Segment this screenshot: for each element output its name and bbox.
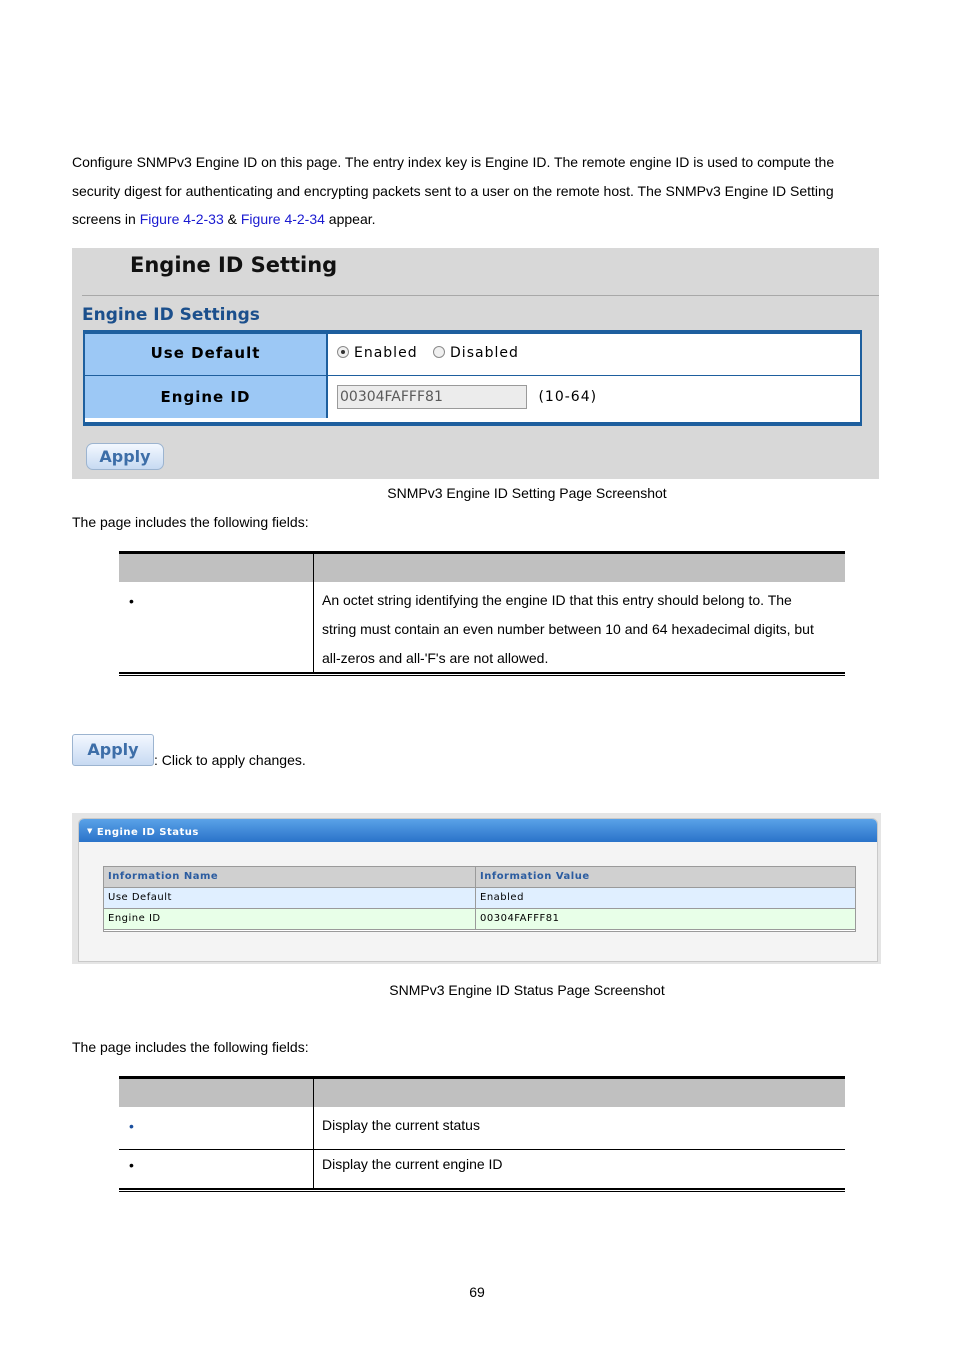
apply-button[interactable]: Apply	[86, 443, 164, 470]
use-default-row	[85, 334, 860, 376]
fields-intro-2: The page includes the following fields:	[72, 1039, 309, 1055]
status-panel	[78, 818, 878, 962]
caption-status: SNMPv3 Engine ID Status Page Screenshot	[389, 982, 665, 998]
divider	[82, 295, 879, 296]
table-header	[119, 551, 845, 582]
panel-title-bar[interactable]: ▼ Engine ID Status	[79, 819, 877, 842]
bullet: •	[129, 1118, 134, 1134]
engine-id-row	[85, 376, 860, 418]
page-number: 69	[469, 1284, 485, 1300]
enabled-radio[interactable]	[337, 346, 349, 358]
description-line: An octet string identifying the engine ID that this entry should belong to. The	[322, 592, 792, 608]
status-table	[103, 866, 856, 932]
use-default-label: Use Default	[85, 334, 328, 375]
apply-note-text: : Click to apply changes.	[154, 752, 306, 768]
figure-link-4-2-34[interactable]: Figure 4-2-34	[240, 211, 325, 227]
range-hint: (10-64)	[538, 389, 598, 405]
settings-table	[83, 330, 862, 426]
description-line: all-zeros and all-'F's are not allowed.	[322, 650, 549, 666]
enabled-label: Enabled	[354, 345, 418, 361]
description-line: Display the current engine ID	[322, 1156, 503, 1172]
table-row: Engine ID 00304FAFFF81	[104, 909, 855, 930]
section-title: Engine ID Settings	[82, 305, 260, 325]
page-title: Engine ID Setting	[130, 253, 338, 277]
table-header	[119, 1076, 845, 1107]
bullet: •	[129, 1157, 134, 1173]
apply-button-sample: Apply	[72, 734, 154, 766]
table-row: Use Default Enabled	[104, 888, 855, 909]
disabled-radio[interactable]	[433, 346, 445, 358]
intro-paragraph: Configure SNMPv3 Engine ID on this page. The entry index key is Engine ID. The remote engine ID is used to compute the security digest for authenticating and encrypting packets sent to a user on the remote host. The SNMPv3 Engine ID Setting screens in Figure 4-2-33 & Figure 4-2-34 appear.	[72, 154, 835, 227]
engine-id-status-screenshot	[72, 813, 881, 964]
triangle-down-icon: ▼	[87, 827, 93, 835]
fields-table-2	[119, 1076, 845, 1193]
engine-id-setting-screenshot	[72, 248, 879, 479]
engine-id-input[interactable]: 00304FAFFF81	[337, 385, 527, 409]
disabled-label: Disabled	[450, 345, 519, 361]
description-line: Display the current status	[322, 1117, 480, 1133]
figure-link-4-2-33[interactable]: Figure 4-2-33	[139, 211, 224, 227]
fields-table-1	[119, 551, 845, 677]
table-header: Information Name Information Value	[104, 867, 855, 888]
caption-setting: SNMPv3 Engine ID Setting Page Screenshot	[387, 485, 667, 501]
bullet: •	[129, 593, 134, 609]
fields-intro-1: The page includes the following fields:	[72, 514, 309, 530]
description-line: string must contain an even number between 10 and 64 hexadecimal digits, but	[322, 621, 814, 637]
engine-id-label: Engine ID	[85, 376, 328, 418]
